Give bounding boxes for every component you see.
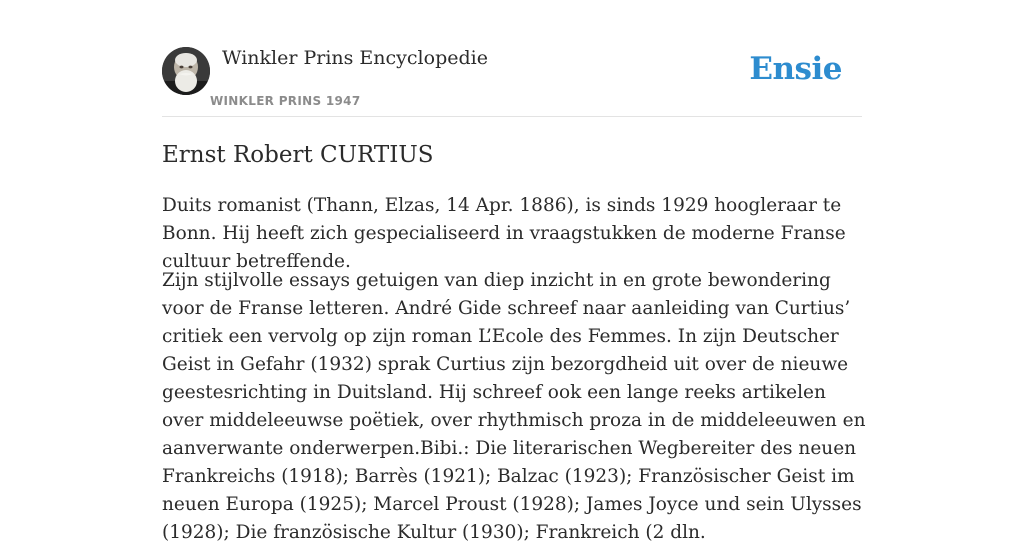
article-paragraph: Zijn stijlvolle essays getuigen van diep inzicht in en grote bewondering voor de Franse letteren. André Gide schreef naar aanleiding van Curtius’ critiek een vervolg op zijn roman L’Ecole des Femmes. In zijn Deutscher Geist in Gefahr (1932) sprak Curtius zijn bezorgdheid uit over de nieuwe geestesrichting in Duitsland. Hij schreef ook een lange reeks artikelen over middeleeuwse poëtiek, over rhythmisch proza in de middeleeuwen en aanverwante onderwerpen.Bibi.: Die literarischen Wegbereiter des neuen Frankreichs (1918); Barrès (1921); Balzac (1923); Französischer Geist im neuen Europa (1925); Marcel Proust (1928); James Joyce und sein Ulysses (1928); Die französische Kultur (1930); Frankreich (2 dln. bbox=[162, 270, 866, 543]
brand-logo[interactable]: Ensie bbox=[749, 51, 842, 87]
article-paragraph: Duits romanist (Thann, Elzas, 14 Apr. 1886), is sinds 1929 hoogleraar te Bonn. Hij heeft zich gespecialiseerd in vraagstukken de moderne Franse cultuur betreffende. bbox=[162, 195, 846, 272]
source-subtitle: WINKLER PRINS 1947 bbox=[210, 94, 361, 108]
site-header bbox=[162, 0, 862, 117]
site-title[interactable]: Winkler Prins Encyclopedie bbox=[222, 47, 488, 69]
bearded-man-portrait-icon[interactable] bbox=[162, 47, 210, 95]
article-title: Ernst Robert CURTIUS bbox=[162, 142, 434, 168]
page-container bbox=[162, 0, 866, 543]
